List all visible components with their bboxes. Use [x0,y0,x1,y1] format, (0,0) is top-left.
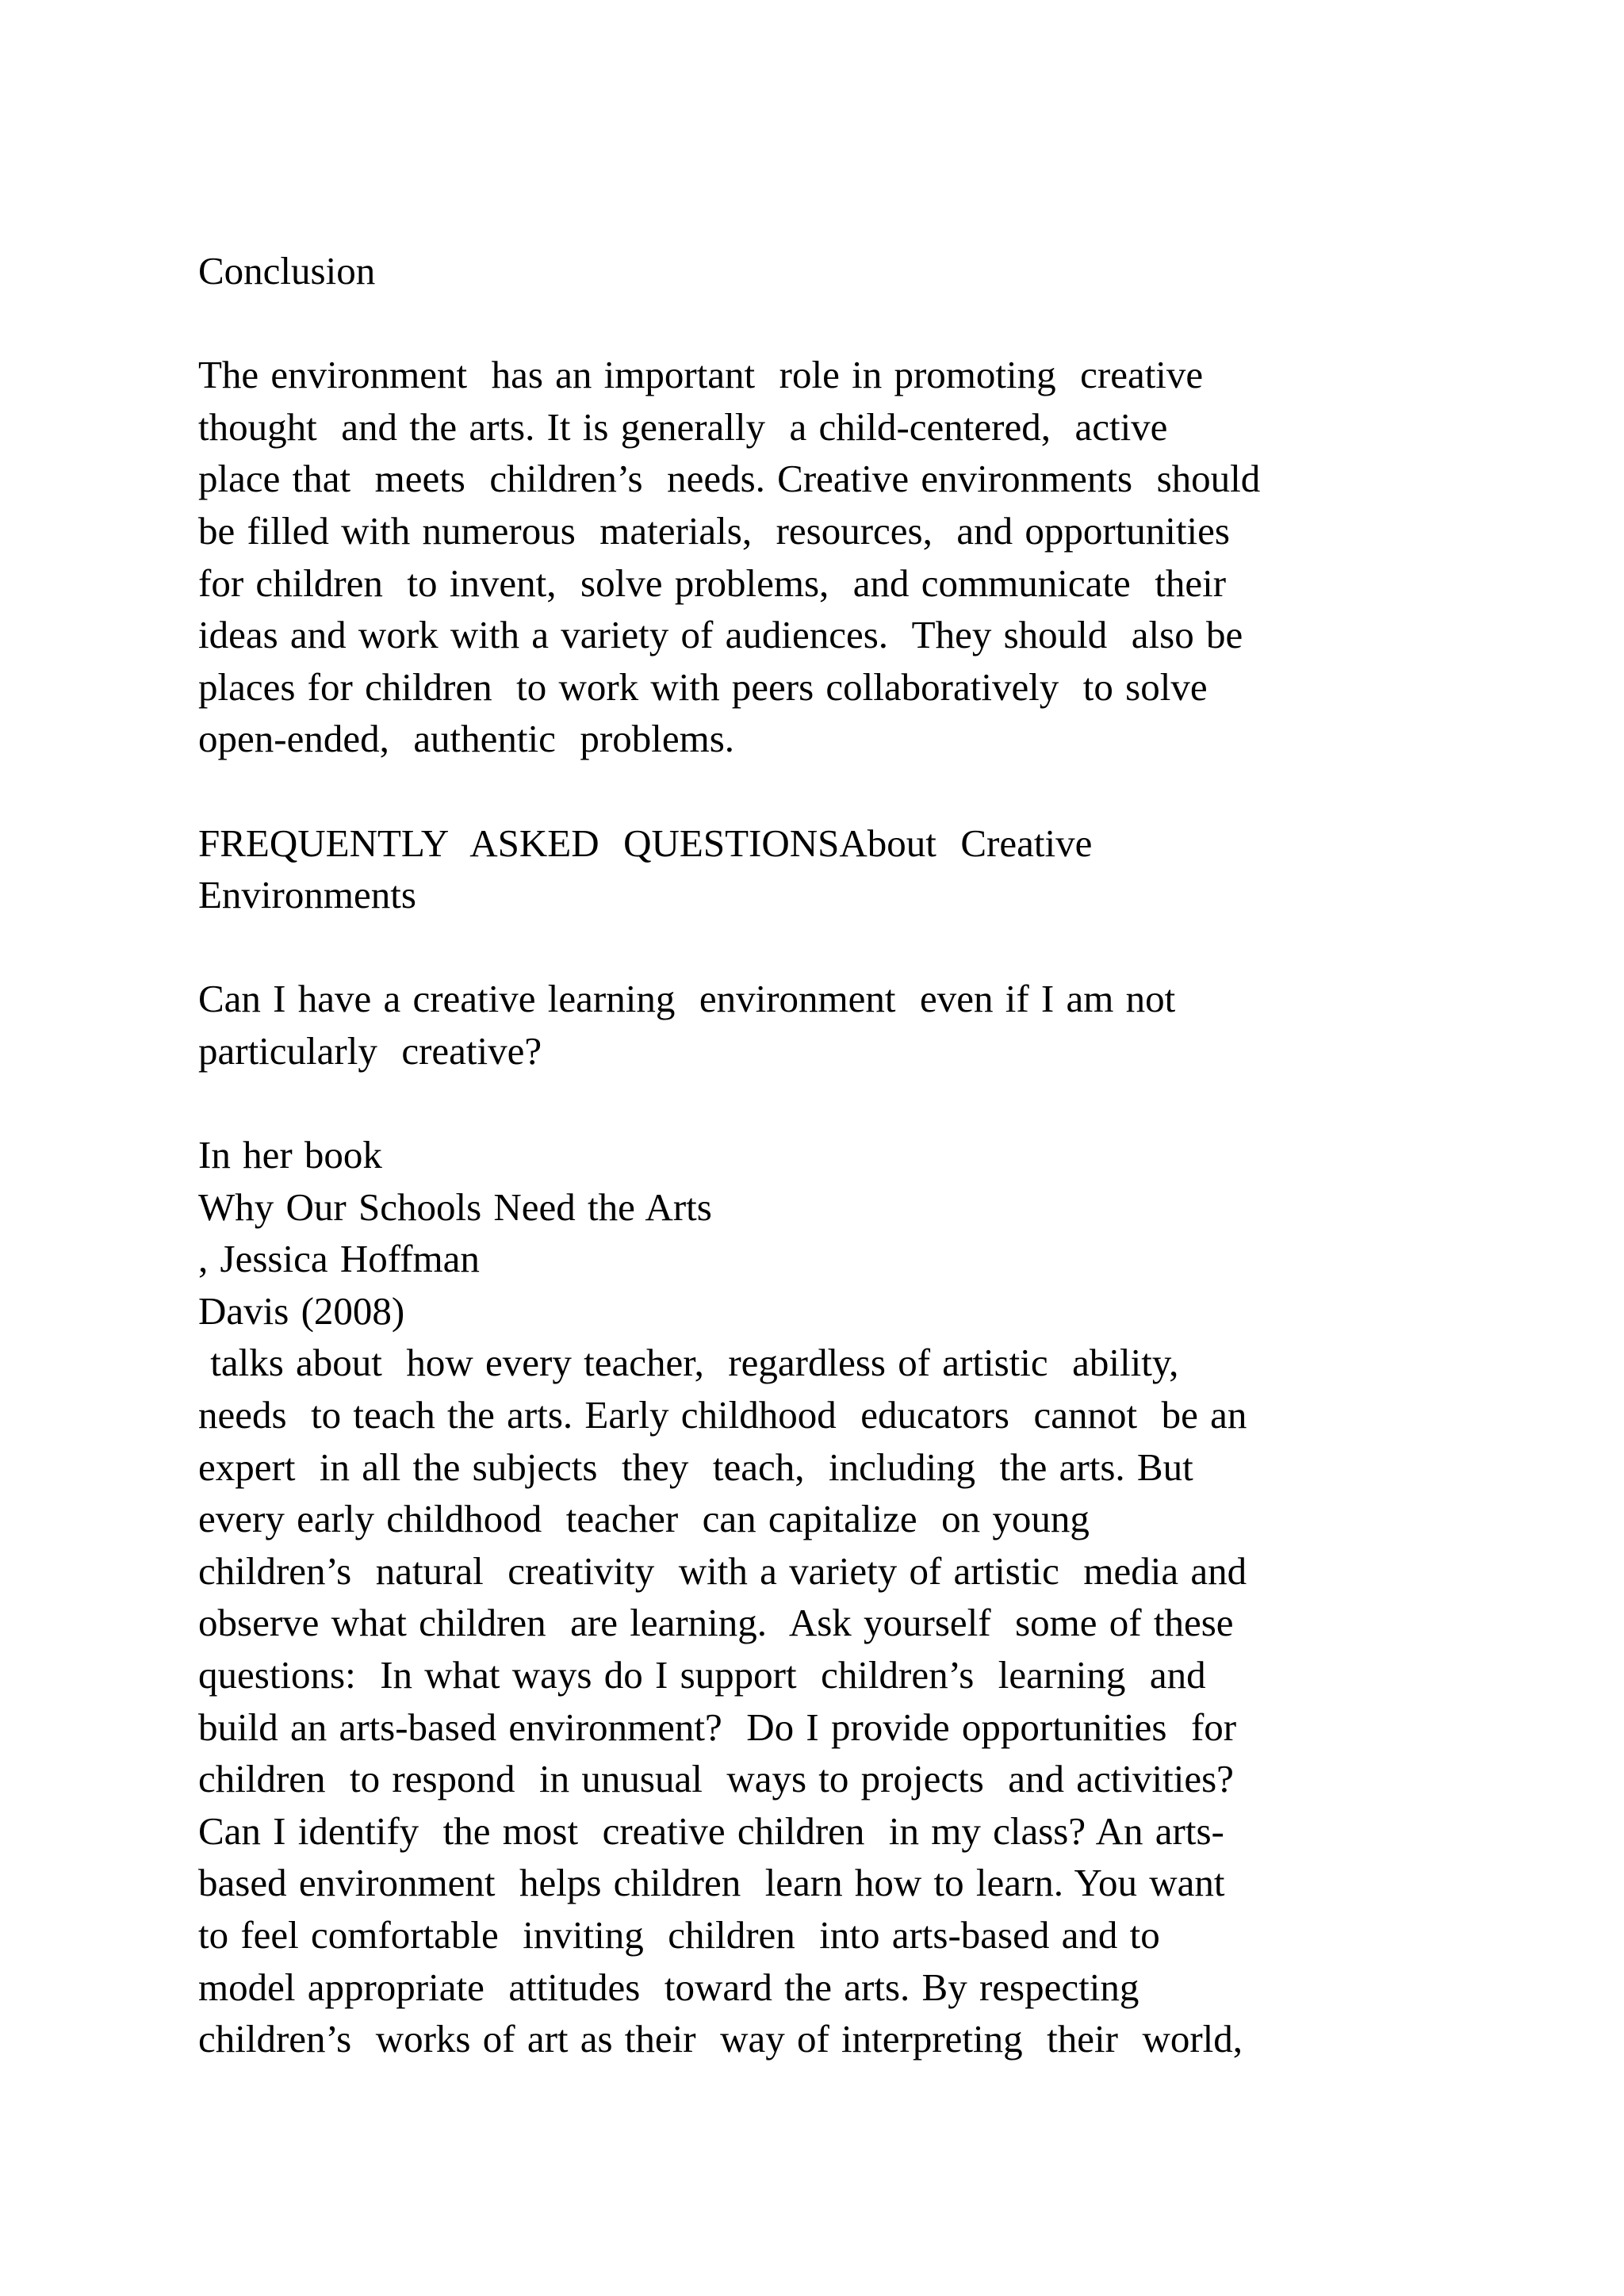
text-line: needs to teach the arts. Early childhood educators cannot be an [198,1393,1247,1437]
text-line: place that meets children’s needs. Creative environments should [198,457,1261,501]
citation-year: Davis (2008) [198,1288,405,1333]
text-line: Environments [198,873,416,917]
text-line: FREQUENTLY ASKED QUESTIONSAbout Creative [198,821,1093,865]
faq-heading [198,817,1507,921]
text-line: Can I identify the most creative children in my class? An arts- [198,1808,1224,1853]
text-line: be filled with numerous materials, resources, and opportunities [198,508,1230,553]
conclusion-paragraph [198,349,1507,765]
section-heading: Conclusion [198,249,376,293]
text-line: build an arts-based environment? Do I provide opportunities for [198,1705,1237,1749]
author-name: , Jessica Hoffman [198,1237,480,1281]
text-line: observe what children are learning. Ask yourself some of these [198,1601,1234,1645]
text-line: for children to invent, solve problems, and communicate their [198,561,1227,605]
text-line: talks about how every teacher, regardless of artistic ability, [198,1341,1179,1385]
book-title: Why Our Schools Need the Arts [198,1184,712,1229]
faq-question [198,973,1507,1077]
text-line: based environment helps children learn how to learn. You want [198,1861,1225,1905]
faq-answer-paragraph [198,1337,1507,2064]
text-line: model appropriate attitudes toward the arts. By respecting [198,1965,1139,2009]
paragraph-gap [198,297,1507,350]
text-line: children to respond in unusual ways to projects and activities? [198,1757,1234,1801]
text-line: The environment has an important role in promoting creative [198,353,1204,397]
document-body [198,245,1507,2065]
faq-answer-intro [198,1129,1507,1337]
text-line: children’s natural creativity with a variety of artistic media and [198,1548,1247,1593]
text-line: thought and the arts. It is generally a child-centered, active [198,404,1168,449]
paragraph-gap [198,921,1507,974]
text-line: to feel comfortable inviting children into arts-based and to [198,1913,1160,1957]
text-line: children’s works of art as their way of interpreting their world, [198,2017,1243,2061]
text-line: open-ended, authentic problems. [198,717,735,761]
text-line: In her book [198,1133,382,1177]
paragraph-gap [198,765,1507,817]
text-line: particularly creative? [198,1028,542,1073]
text-line: expert in all the subjects they teach, including the arts. But [198,1445,1193,1489]
text-line: questions: In what ways do I support children’s learning and [198,1653,1206,1697]
text-line: ideas and work with a variety of audiences. They should also be [198,613,1243,657]
text-line: every early childhood teacher can capitalize on young [198,1497,1090,1541]
paragraph-gap [198,1077,1507,1130]
text-line: Can I have a creative learning environment even if I am not [198,977,1176,1021]
text-line: places for children to work with peers collaboratively to solve [198,664,1208,709]
